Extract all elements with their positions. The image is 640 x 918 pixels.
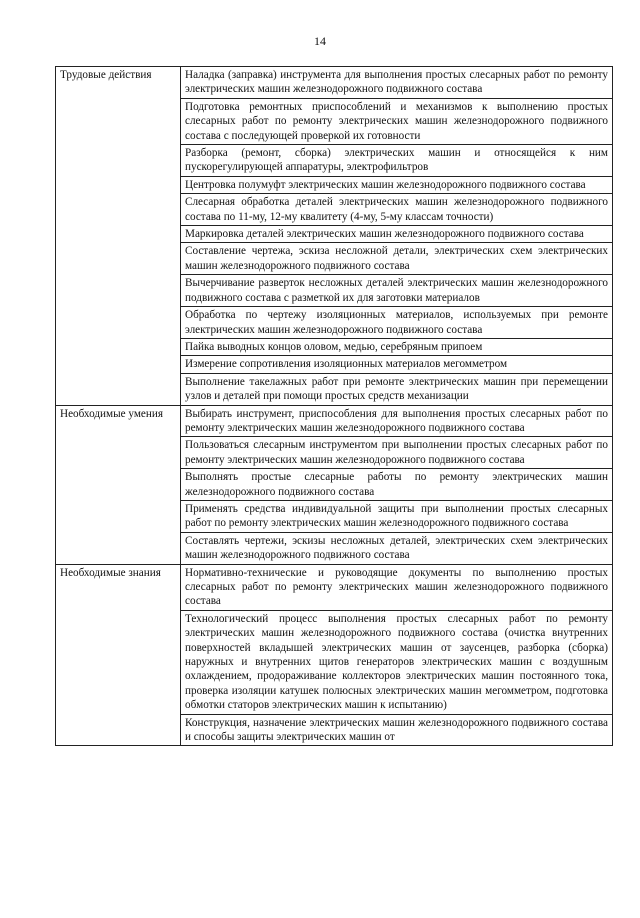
table-cell: Центровка полумуфт электрических машин железнодорожного подвижного состава [181,176,613,193]
table-cell: Вычерчивание разверток несложных деталей электрических машин железнодорожного подвижного состава с разметкой их для заготовки материалов [181,275,613,307]
table-cell: Маркировка деталей электрических машин железнодорожного подвижного состава [181,226,613,243]
table-cell: Измерение сопротивления изоляционных материалов мегомметром [181,356,613,373]
table-cell: Слесарная обработка деталей электрических машин железнодорожного подвижного состава по 11-му, 12-му квалитету (4-му, 5-му классам точности) [181,194,613,226]
table-cell: Нормативно-технические и руководящие документы по выполнению простых слесарных работ по ремонту электрических машин железнодорожного подвижного состава [181,564,613,610]
table-cell: Технологический процесс выполнения простых слесарных работ по ремонту электрических машин железнодорожного подвижного состава (очистка внутренних поверхностей вкладышей электрических машин от заусенцев, разборка (сборка) наружных и внутренних щитов генераторов электрических машин с воздушным охлаждением, продораживание коллекторов электрических машин постоянного тока, проверка изоляции катушек полюсных электрических машин мегомметром, подготовка обмотки статоров электрических машин к испытанию) [181,610,613,714]
table-row [56,564,613,610]
row-label-required-skills: Необходимые умения [56,405,181,564]
row-label-required-knowledge: Необходимые знания [56,564,181,745]
table-cell [181,714,613,745]
table-row [56,67,613,99]
table-cell: Выполнять простые слесарные работы по ремонту электрических машин железнодорожного подвижного состава [181,469,613,501]
table-cell: Составлять чертежи, эскизы несложных деталей, электрических схем электрических машин железнодорожного подвижного состава [181,532,613,564]
table-cell: Составление чертежа, эскиза несложной детали, электрических схем электрических машин железнодорожного подвижного состава [181,243,613,275]
table-cell: Пользоваться слесарным инструментом при выполнении простых слесарных работ по ремонту электрических машин железнодорожного подвижного состава [181,437,613,469]
table-cell: Разборка (ремонт, сборка) электрических машин и относящейся к ним пускорегулирующей аппаратуры, электрофильтров [181,145,613,177]
table-cell: Наладка (заправка) инструмента для выполнения простых слесарных работ по ремонту электрических машин железнодорожного подвижного состава [181,67,613,99]
table-cell: Применять средства индивидуальной защиты при выполнении простых слесарных работ по ремонту электрических машин железнодорожного подвижного состава [181,500,613,532]
table-cell: Подготовка ремонтных приспособлений и механизмов к выполнению простых слесарных работ по ремонту электрических машин железнодорожного подвижного состава с последующей проверкой их готовности [181,98,613,144]
page-number: 14 [314,34,326,48]
table-cell: Выбирать инструмент, приспособления для выполнения простых слесарных работ по ремонту электрических машин железнодорожного подвижного состава [181,405,613,437]
table-cell: Обработка по чертежу изоляционных материалов, используемых при ремонте электрических машин железнодорожного подвижного состава [181,307,613,339]
truncated-cell-text: Конструкция, назначение электрических машин железнодорожного подвижного состава и способы защиты электрических машин от [185,716,608,744]
competency-table [55,66,613,746]
row-label-labor-actions: Трудовые действия [56,67,181,406]
table-cell: Пайка выводных концов оловом, медью, серебряным припоем [181,338,613,355]
table-row [56,405,613,437]
table-cell: Выполнение такелажных работ при ремонте электрических машин при перемещении узлов и деталей при помощи простых средств механизации [181,373,613,405]
